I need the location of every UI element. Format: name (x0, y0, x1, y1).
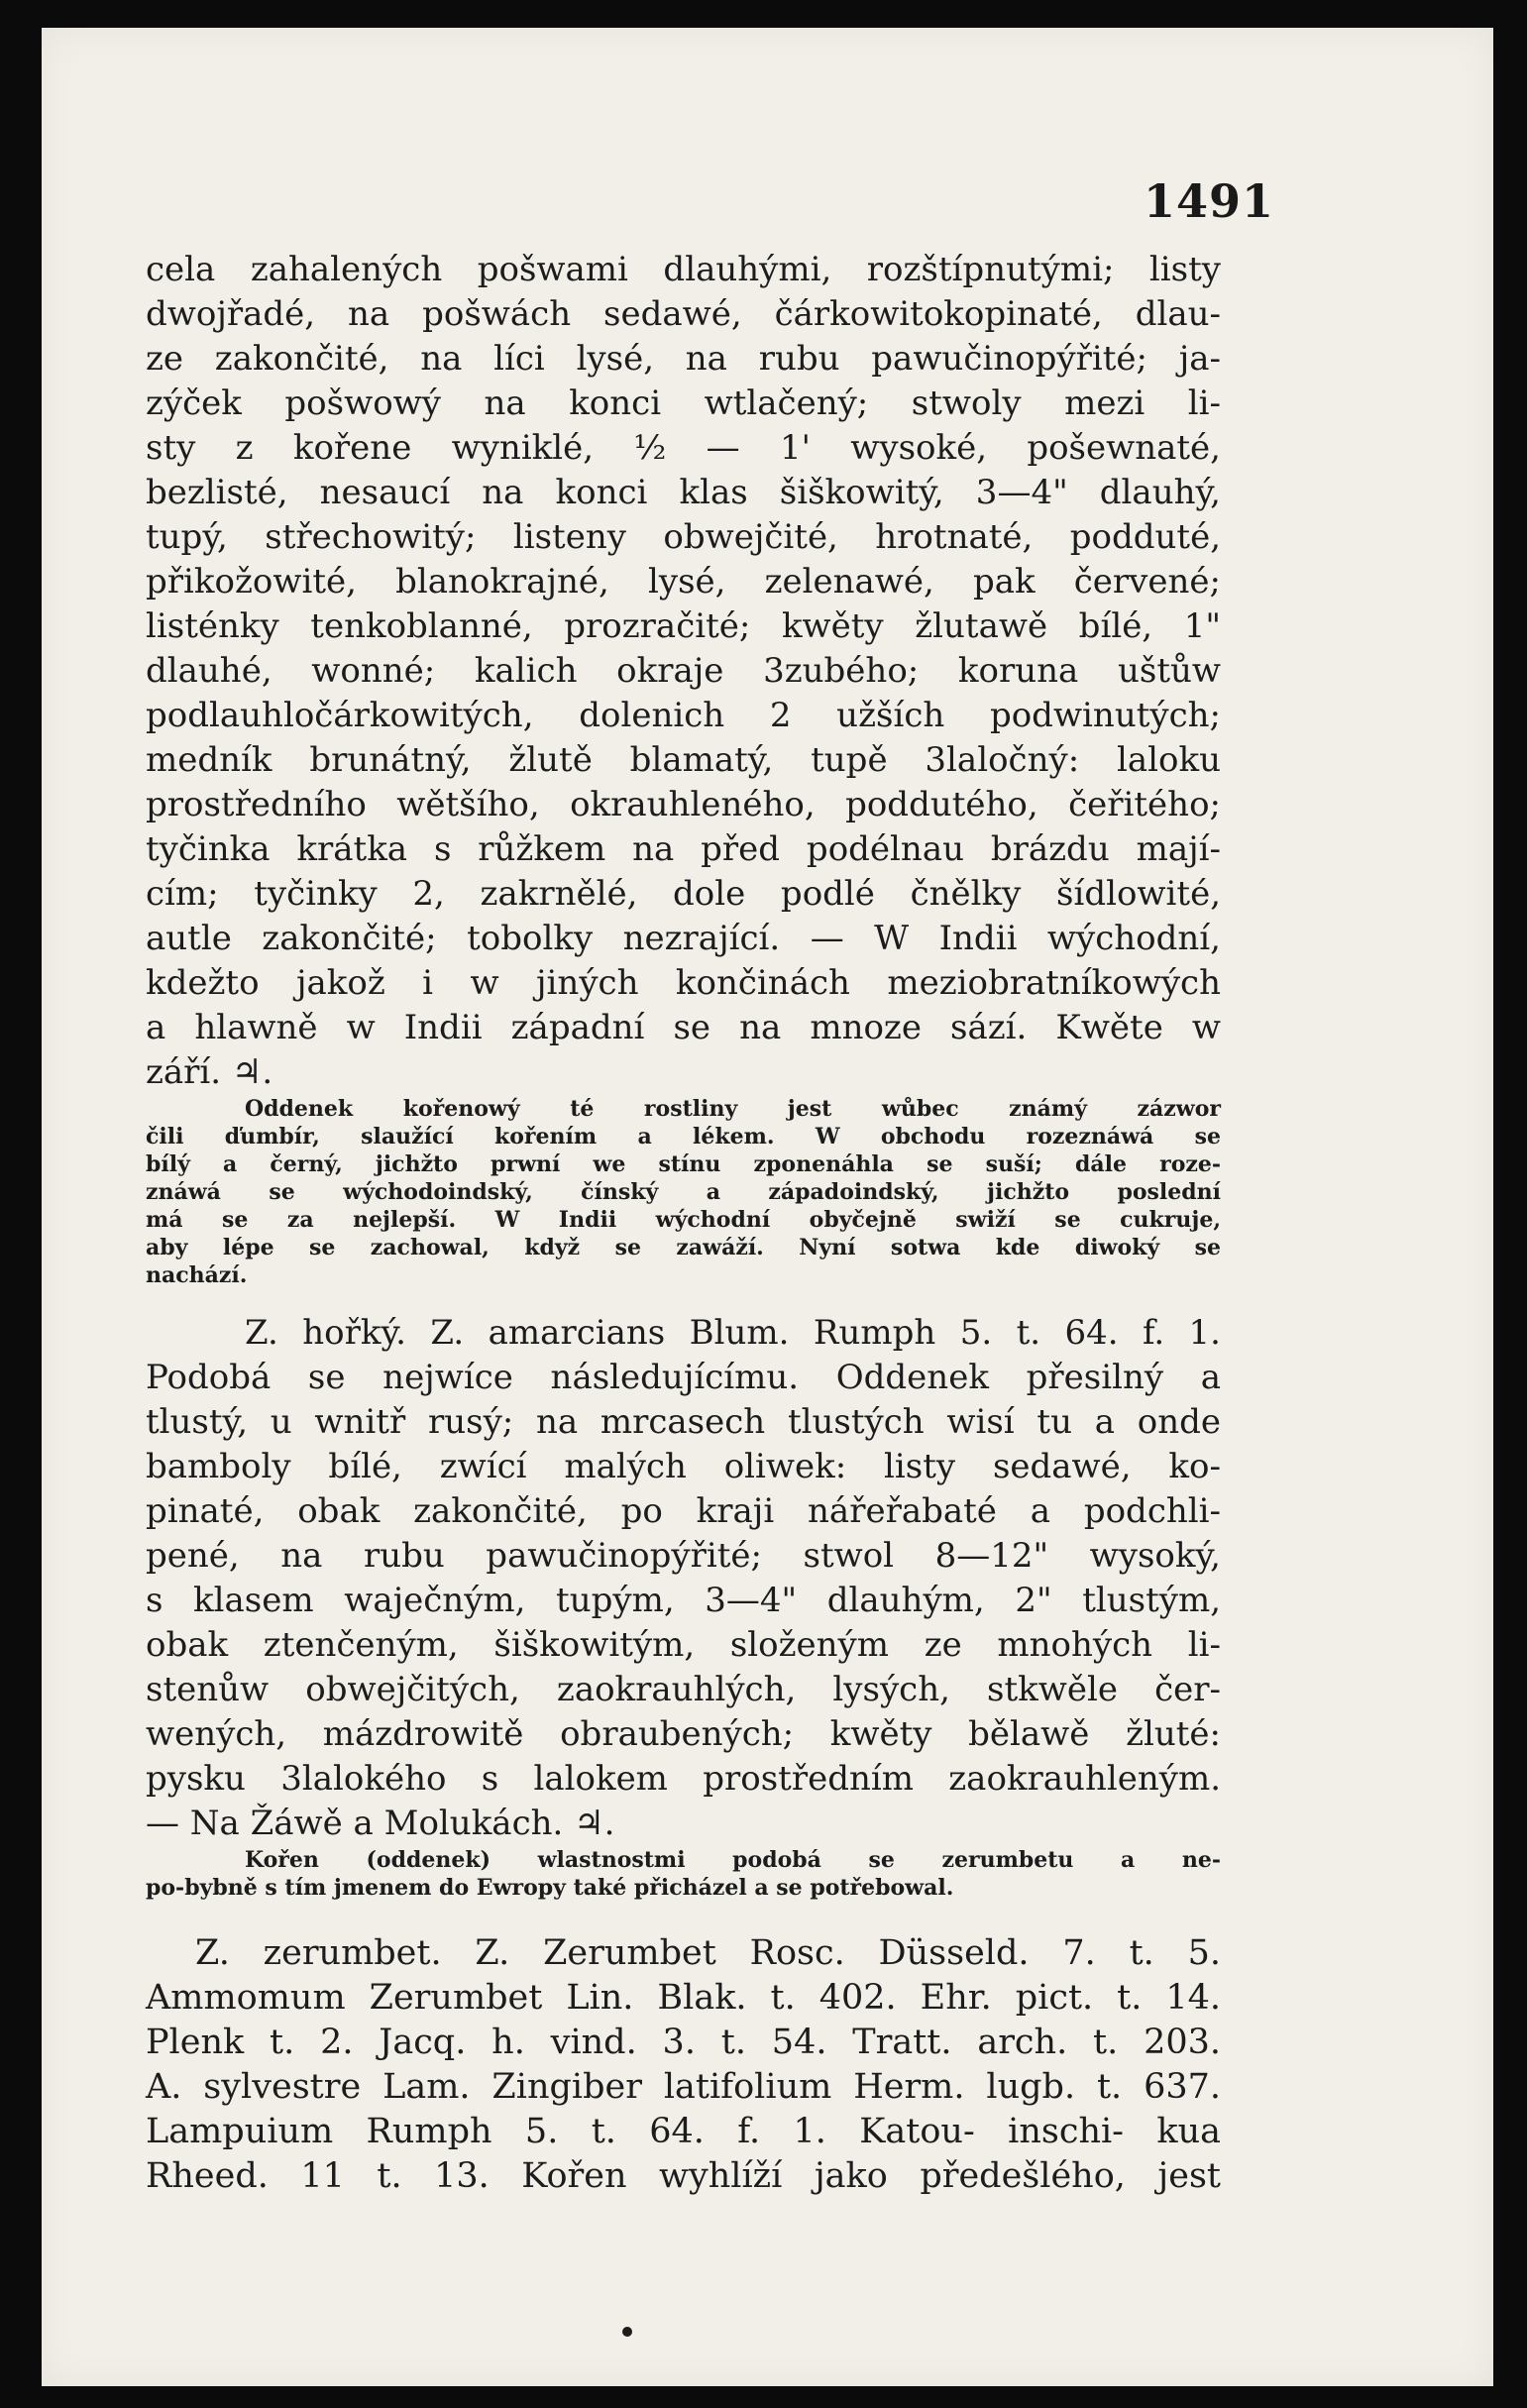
text-line: září. ♃. (146, 1052, 273, 1092)
text-line: Ammomum Zerumbet Lin. Blak. t. 402. Ehr. pict. t. 14. (146, 1978, 1221, 2018)
ink-dot (622, 2327, 632, 2337)
text-line: prostředního wětšího, okrauhleného, poddutého, čeřitého; (146, 785, 1221, 824)
note-line: Kořen (oddenek) wlastnostmi podobá se zerumbetu a ne- (245, 1847, 1221, 1873)
text-line: A. sylvestre Lam. Zingiber latifolium Herm. lugb. t. 637. (146, 2067, 1221, 2107)
text-line: cela zahalených pošwami dlauhými, rozštípnutými; listy (146, 250, 1221, 289)
paragraph-1 (146, 248, 1221, 1095)
note-line: nachází. (146, 1262, 248, 1288)
text-line: pené, na rubu pawučinopýřité; stwol 8—12" wysoký, (146, 1536, 1221, 1576)
note-line: čili ďumbír, slaužící kořením a lékem. W obchodu rozeznáwá se (146, 1124, 1221, 1149)
text-line: sty z kořene wyniklé, ½ — 1' wysoké, pošewnaté, (146, 428, 1221, 468)
page-number: 1491 (1144, 174, 1275, 228)
note-line: aby lépe se zachowal, když se zawáží. Nyní sotwa kde diwoký se (146, 1235, 1221, 1260)
text-line: pinaté, obak zakončité, po kraji nářeřabaté a podchli- (146, 1491, 1221, 1531)
text-line: ze zakončité, na líci lysé, na rubu pawučinopýřité; ja- (146, 339, 1221, 379)
text-line: Lampuium Rumph 5. t. 64. f. 1. Katou- inschi- kua (146, 2112, 1221, 2151)
paragraph-2 (146, 1311, 1221, 1846)
text-line: Plenk t. 2. Jacq. h. vind. 3. t. 54. Tratt. arch. t. 203. (146, 2023, 1221, 2062)
text-line: wených, mázdrowitě obraubených; kwěty bělawě žluté: (146, 1714, 1221, 1754)
text-line: kdežto jakož i w jiných končinách meziobratníkowých (146, 963, 1221, 1003)
text-line: obak ztenčeným, šiškowitým, složeným ze mnohých li- (146, 1625, 1221, 1665)
text-line: dwojřadé, na pošwách sedawé, čárkowitokopinaté, dlau- (146, 294, 1221, 334)
text-line: bezlisté, nesaucí na konci klas šiškowitý, 3—4" dlauhý, (146, 473, 1221, 512)
text-line: Rheed. 11 t. 13. Kořen wyhlíží jako předešlého, jest (146, 2156, 1221, 2196)
note-line: bílý a černý, jichžto prwní we stínu zponenáhla se suší; dále roze- (146, 1151, 1221, 1177)
text-line: tyčinka krátka s růžkem na před podélnau brázdu mají- (146, 829, 1221, 869)
note-line: znáwá se wýchodoindský, čínský a západoindský, jichžto poslední (146, 1179, 1221, 1205)
text-line: tlustý, u wnitř rusý; na mrcasech tlustých wisí tu a onde (146, 1402, 1221, 1442)
text-line: medník brunátný, žlutě blamatý, tupě 3laločný: laloku (146, 740, 1221, 780)
text-line: Z. zerumbet. Z. Zerumbet Rosc. Düsseld. 7. t. 5. (195, 1933, 1221, 1973)
text-line: Z. hořký. Z. amarcians Blum. Rumph 5. t. 64. f. 1. (245, 1313, 1221, 1353)
text-line: podlauhločárkowitých, dolenich 2 užších podwinutých; (146, 696, 1221, 735)
page-text (146, 248, 1221, 2199)
text-line: — Na Žáwě a Molukách. ♃. (146, 1804, 615, 1843)
note-line: Oddenek kořenowý té rostliny jest wůbec známý zázwor (245, 1096, 1221, 1122)
text-line: cím; tyčinky 2, zakrnělé, dole podlé čnělky šídlowité, (146, 874, 1221, 914)
text-line: autle zakončité; tobolky nezrající. — W Indii wýchodní, (146, 919, 1221, 958)
footnote-1 (146, 1095, 1221, 1289)
note-line: po-bybně s tím jmenem do Ewropy také přicházel a se potřebowal. (146, 1875, 954, 1901)
paragraph-3 (146, 1931, 1221, 2199)
text-line: tupý, střechowitý; listeny obwejčité, hrotnaté, podduté, (146, 517, 1221, 557)
text-line: přikožowité, blanokrajné, lysé, zelenawé, pak červené; (146, 562, 1221, 602)
text-line: s klasem waječným, tupým, 3—4" dlauhým, 2" tlustým, (146, 1581, 1221, 1620)
text-line: Podobá se nejwíce následujícímu. Oddenek přesilný a (146, 1358, 1221, 1397)
text-line: dlauhé, wonné; kalich okraje 3zubého; koruna uštůw (146, 651, 1221, 691)
text-line: listénky tenkoblanné, prozračité; kwěty žlutawě bílé, 1" (146, 606, 1221, 646)
footnote-2 (146, 1846, 1221, 1902)
text-line: stenůw obwejčitých, zaokrauhlých, lysých, stkwěle čer- (146, 1670, 1221, 1709)
text-line: zýček pošwowý na konci wtlačený; stwoly mezi li- (146, 383, 1221, 423)
note-line: má se za nejlepší. W Indii wýchodní obyčejně swiží se cukruje, (146, 1207, 1221, 1233)
book-page (42, 28, 1493, 2386)
text-line: a hlawně w Indii západní se na mnoze sází. Kwěte w (146, 1008, 1221, 1047)
text-line: pysku 3lalokého s lalokem prostředním zaokrauhleným. (146, 1759, 1221, 1799)
text-line: bamboly bílé, zwící malých oliwek: listy sedawé, ko- (146, 1447, 1221, 1486)
